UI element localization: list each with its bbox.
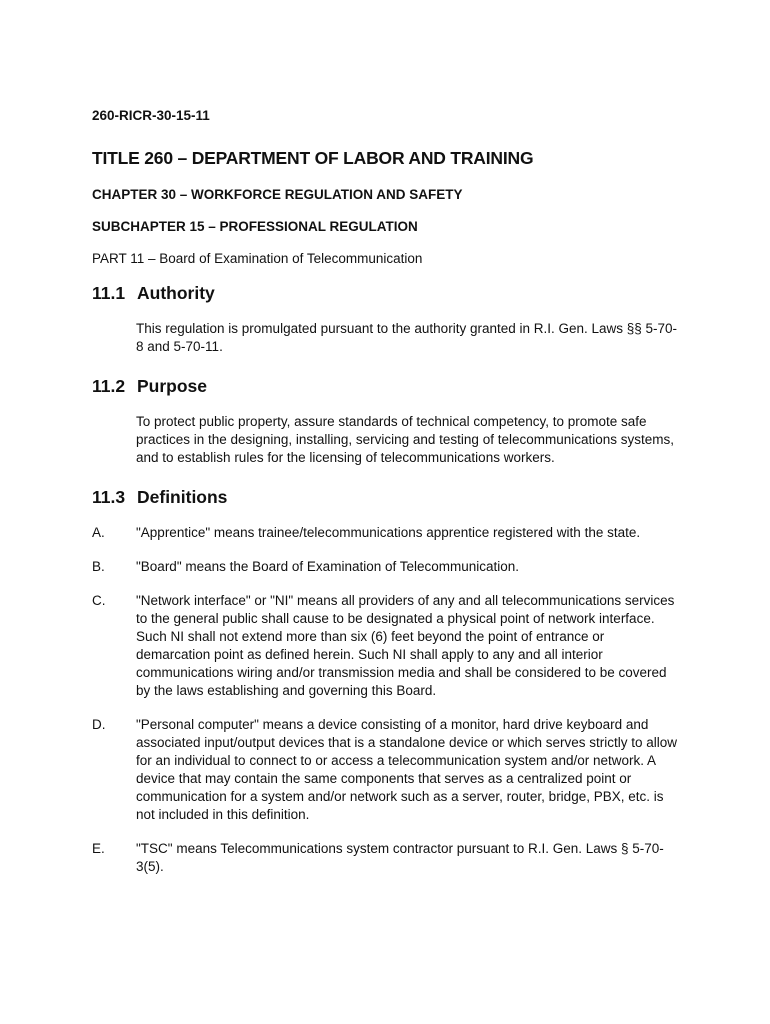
- definition-text: "Personal computer" means a device consisting of a monitor, hard drive keyboard and associated input/output devices that is a standalone device or which serves strictly to allow for an individual to connect to or access a telecommunication system and/or network. A device that may contain the same components that serves as a centralized point or communication for a system and/or network such as a server, router, bridge, PBX, etc. is not included in this definition.: [136, 717, 678, 822]
- section-authority: [92, 283, 678, 356]
- part-heading: PART 11 – Board of Examination of Telecommunication: [92, 251, 423, 266]
- definition-item: [92, 592, 678, 700]
- definition-item: [92, 716, 678, 824]
- section-title: Purpose: [137, 376, 208, 396]
- section-number: 11.2: [92, 376, 126, 396]
- section-heading: [92, 283, 678, 304]
- section-body: To protect public property, assure standards of technical competency, to promote safe practices in the designing, installing, servicing and testing of telecommunications systems, and to establish rules for the licensing of telecommunications workers.: [136, 414, 675, 465]
- definition-letter: A.: [92, 525, 105, 540]
- section-definitions: [92, 487, 678, 876]
- document-title: TITLE 260 – DEPARTMENT OF LABOR AND TRAINING: [92, 148, 534, 168]
- subchapter-heading: SUBCHAPTER 15 – PROFESSIONAL REGULATION: [92, 219, 418, 234]
- definitions-list: [92, 524, 678, 876]
- definition-item: [92, 840, 678, 876]
- document-id: 260-RICR-30-15-11: [92, 108, 210, 123]
- section-number: 11.1: [92, 283, 126, 303]
- definition-text: "Network interface" or "NI" means all providers of any and all telecommunications services to the general public shall cause to be designated a physical point of network interface. Such NI shall not extend more than six (6) feet beyond the point of entrance or demarcation point as defined herein. Such NI shall apply to any and all interior communications wiring and/or transmission media and shall be considered to be covered by the laws establishing and governing this Board.: [136, 593, 675, 698]
- definition-text: "TSC" means Telecommunications system contractor pursuant to R.I. Gen. Laws § 5-70-3(5).: [136, 841, 664, 874]
- definition-item: [92, 524, 678, 542]
- section-heading: [92, 376, 678, 397]
- definition-letter: D.: [92, 717, 106, 732]
- definition-letter: B.: [92, 559, 105, 574]
- definition-letter: E.: [92, 841, 105, 856]
- definition-letter: C.: [92, 593, 106, 608]
- definition-text: "Board" means the Board of Examination of Telecommunication.: [136, 559, 520, 574]
- section-heading: [92, 487, 678, 508]
- section-title: Authority: [137, 283, 215, 303]
- section-purpose: [92, 376, 678, 467]
- definition-text: "Apprentice" means trainee/telecommunications apprentice registered with the state.: [136, 525, 641, 540]
- definition-item: [92, 558, 678, 576]
- section-number: 11.3: [92, 487, 126, 507]
- chapter-heading: CHAPTER 30 – WORKFORCE REGULATION AND SAFETY: [92, 187, 463, 202]
- section-body: This regulation is promulgated pursuant to the authority granted in R.I. Gen. Laws §§ 5-70-8 and 5-70-11.: [136, 321, 678, 354]
- section-title: Definitions: [137, 487, 228, 507]
